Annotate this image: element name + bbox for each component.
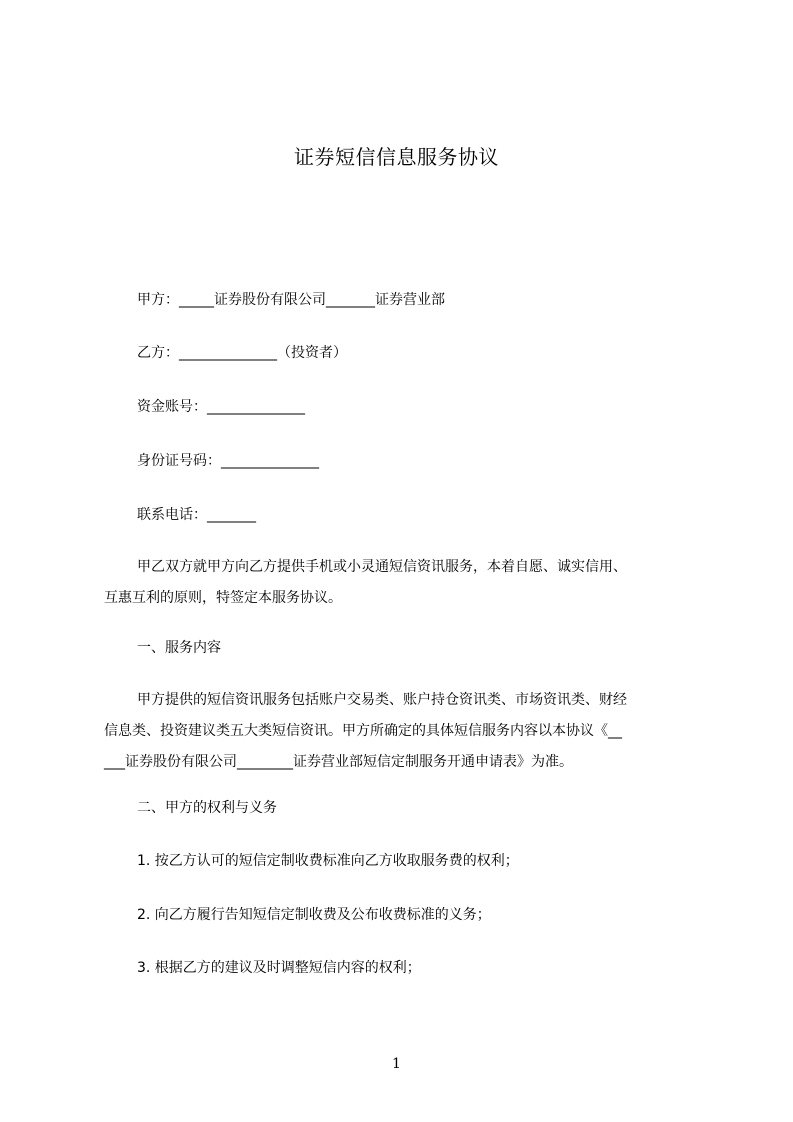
section-2-item: 2. 向乙方履行告知短信定制收费及公布收费标准的义务； [137, 907, 491, 923]
intro-line: 互惠互利的原则，特签定本服务协议。 [104, 590, 342, 606]
intro-line: 甲乙双方就甲方向乙方提供手机或小灵通短信资讯服务，本着自愿、诚实信用、 [137, 559, 627, 575]
section-1-line: ___证券股份有限公司________证券营业部短信定制服务开通申请表》为准。 [104, 754, 573, 770]
section-1-line: 甲方提供的短信资讯服务包括账户交易类、账户持仓资讯类、市场资讯类、财经 [137, 692, 627, 708]
section-1-line: 信息类、投资建议类五大类短信资讯。甲方所确定的具体短信服务内容以本协议《__ [104, 723, 622, 739]
section-2-item: 1. 按乙方认可的短信定制收费标准向乙方收取服务费的权利； [137, 853, 519, 869]
party-a-line: 甲方：_____证券股份有限公司_______证券营业部 [137, 292, 445, 308]
section-2-item: 3. 根据乙方的建议及时调整短信内容的权利； [137, 960, 421, 976]
intro-paragraph [104, 557, 704, 619]
party-b-line: 乙方：______________（投资者） [137, 345, 347, 361]
id-number-line: 身份证号码：______________ [137, 453, 319, 469]
phone-line: 联系电话：_______ [137, 507, 256, 523]
section-1-heading: 一、服务内容 [137, 640, 221, 656]
document-title: 证券短信信息服务协议 [294, 145, 499, 169]
section-2-heading: 二、甲方的权利与义务 [137, 800, 277, 816]
account-number-line: 资金账号：______________ [137, 399, 305, 415]
page-number: 1 [392, 1056, 401, 1072]
section-1-body [104, 690, 704, 783]
